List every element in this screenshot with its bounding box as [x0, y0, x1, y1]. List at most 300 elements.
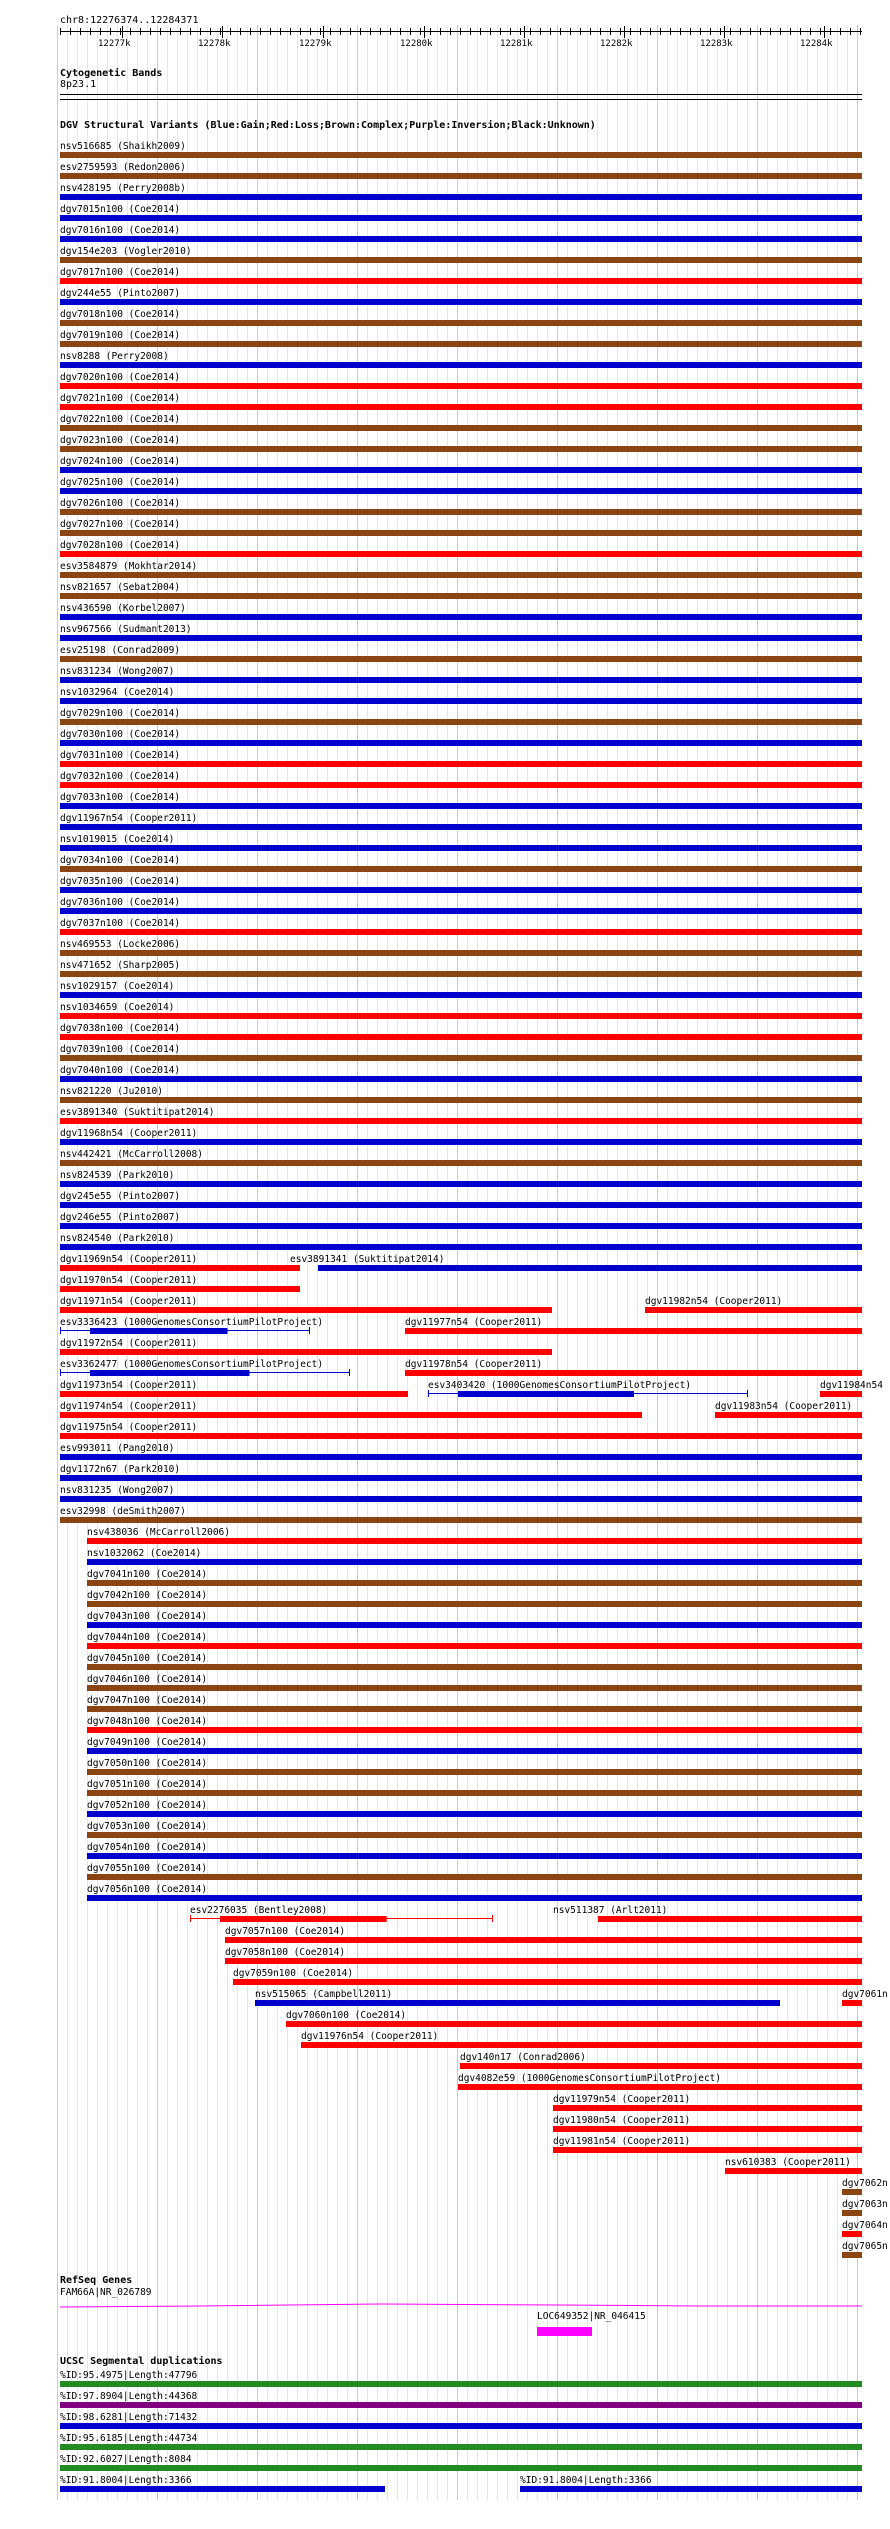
sv-feature[interactable]	[60, 1254, 300, 1271]
sv-feature-label: dgv7016n100 (Coe2014)	[60, 225, 181, 236]
sv-feature[interactable]	[87, 1737, 862, 1754]
sv-feature-label: dgv7022n100 (Coe2014)	[60, 414, 181, 425]
sv-feature-bar	[60, 824, 862, 830]
cytoband-title: Cytogenetic Bands	[60, 68, 163, 79]
sv-feature[interactable]	[725, 2157, 862, 2174]
sv-feature[interactable]	[87, 1716, 862, 1733]
sv-feature[interactable]	[60, 330, 862, 347]
sv-feature[interactable]	[60, 624, 862, 641]
segdup-label: %ID:95.4975|Length:47796	[60, 2370, 198, 2381]
sv-feature-bar	[60, 1349, 552, 1355]
sv-feature[interactable]	[87, 1527, 862, 1544]
sv-feature-bar	[60, 1265, 300, 1271]
sv-feature-bar	[820, 1391, 862, 1397]
sv-feature-label: nsv967566 (Sudmant2013)	[60, 624, 192, 635]
sv-feature-bar	[842, 2210, 862, 2216]
sv-feature-label: dgv11967n54 (Cooper2011)	[60, 813, 198, 824]
sv-feature[interactable]	[60, 393, 862, 410]
sv-feature[interactable]	[60, 204, 862, 221]
sv-feature[interactable]	[87, 1695, 862, 1712]
sv-feature-label: dgv7018n100 (Coe2014)	[60, 309, 181, 320]
sv-feature-label: dgv11981n54 (Cooper2011)	[553, 2136, 691, 2147]
sv-feature-bar	[87, 1685, 862, 1691]
ruler-tick-label: 12282k	[600, 39, 633, 49]
sv-feature[interactable]	[60, 1002, 862, 1019]
sv-feature-label: dgv7052n100 (Coe2014)	[87, 1800, 208, 1811]
sv-feature[interactable]	[87, 1653, 862, 1670]
sv-feature[interactable]	[60, 855, 862, 872]
sv-feature-bar	[318, 1265, 862, 1271]
sv-feature-bar	[87, 1706, 862, 1712]
sv-feature[interactable]	[60, 1506, 862, 1523]
sv-feature-label: dgv7049n100 (Coe2014)	[87, 1737, 208, 1748]
sv-feature-bar	[60, 614, 862, 620]
sv-feature-bar	[90, 1328, 228, 1334]
sv-feature-bar	[60, 698, 862, 704]
sv-feature[interactable]	[842, 1989, 888, 2006]
segdup-bar	[60, 2465, 862, 2471]
sv-feature-label: dgv7048n100 (Coe2014)	[87, 1716, 208, 1727]
sv-feature[interactable]	[60, 1296, 552, 1313]
sv-feature-label: dgv7064n	[842, 2220, 888, 2231]
gene-loc649352[interactable]	[537, 2311, 646, 2336]
sv-feature-bar	[60, 299, 862, 305]
sv-feature-bar	[60, 1475, 862, 1481]
sv-feature[interactable]	[60, 666, 862, 683]
sv-feature[interactable]	[715, 1401, 862, 1418]
sv-feature-bar	[460, 2063, 862, 2069]
segdup-feature[interactable]	[60, 2433, 862, 2450]
sv-feature-label: dgv140n17 (Conrad2006)	[460, 2052, 586, 2063]
sv-feature[interactable]	[60, 897, 862, 914]
sv-feature-bar	[60, 677, 862, 683]
sv-feature-label: dgv7019n100 (Coe2014)	[60, 330, 181, 341]
sv-feature-bar	[60, 1097, 862, 1103]
refseq-track	[60, 2287, 862, 2336]
sv-feature[interactable]	[60, 246, 862, 263]
sv-feature[interactable]	[60, 729, 862, 746]
sv-feature[interactable]	[87, 1632, 862, 1649]
sv-feature-bar	[405, 1328, 862, 1334]
sv-feature-label: dgv7024n100 (Coe2014)	[60, 456, 181, 467]
sv-feature-label: dgv11982n54 (Cooper2011)	[645, 1296, 783, 1307]
sv-feature[interactable]	[60, 1233, 862, 1250]
sv-feature-label: dgv7040n100 (Coe2014)	[60, 1065, 181, 1076]
sv-feature[interactable]	[60, 1338, 552, 1355]
sv-feature-label: dgv7050n100 (Coe2014)	[87, 1758, 208, 1769]
sv-feature-label: dgv11984n54	[820, 1380, 883, 1391]
sv-feature[interactable]	[60, 1128, 862, 1145]
sv-feature-bar	[60, 425, 862, 431]
segdup-bar	[60, 2402, 862, 2408]
sv-feature[interactable]	[87, 1548, 862, 1565]
sv-feature[interactable]	[60, 1149, 862, 1166]
sv-feature-label: nsv469553 (Locke2006)	[60, 939, 181, 950]
sv-feature-bar	[458, 1391, 634, 1397]
sv-feature-label: esv2276035 (Bentley2008)	[190, 1905, 328, 1916]
sv-feature-bar	[60, 1307, 552, 1313]
sv-feature-bar	[60, 1055, 862, 1061]
sv-feature-label: dgv7031n100 (Coe2014)	[60, 750, 181, 761]
sv-feature-label: dgv7028n100 (Coe2014)	[60, 540, 181, 551]
sv-feature-label: dgv11972n54 (Cooper2011)	[60, 1338, 198, 1349]
sv-feature-bar	[87, 1538, 862, 1544]
sv-feature[interactable]	[60, 1464, 862, 1481]
segdup-label: %ID:95.6185|Length:44734	[60, 2433, 198, 2444]
sv-feature-bar	[87, 1622, 862, 1628]
segdup-feature[interactable]	[60, 2475, 385, 2492]
sv-feature-bar	[842, 2000, 862, 2006]
sv-feature-label: dgv244e55 (Pinto2007)	[60, 288, 181, 299]
sv-feature[interactable]	[60, 519, 862, 536]
segdup-feature[interactable]	[60, 2391, 862, 2408]
segdup-bar	[520, 2486, 862, 2492]
sv-feature-bar	[60, 1223, 862, 1229]
sv-feature-bar	[60, 1181, 862, 1187]
sv-feature[interactable]	[60, 1023, 862, 1040]
sv-feature[interactable]	[842, 2199, 888, 2216]
sv-feature-label: dgv7035n100 (Coe2014)	[60, 876, 181, 887]
sv-feature-label: dgv7065n	[842, 2241, 888, 2252]
sv-feature-label: nsv516685 (Shaikh2009)	[60, 141, 186, 152]
sv-feature-label: dgv7041n100 (Coe2014)	[87, 1569, 208, 1580]
sv-feature[interactable]	[290, 1254, 862, 1271]
sv-feature[interactable]	[60, 1422, 862, 1439]
sv-feature[interactable]	[87, 1611, 862, 1628]
sv-feature-label: esv3891341 (Suktitipat2014)	[290, 1254, 445, 1265]
sv-feature-label: dgv7044n100 (Coe2014)	[87, 1632, 208, 1643]
sv-feature[interactable]	[60, 561, 862, 578]
refseq-track-title: RefSeq Genes	[60, 2275, 133, 2286]
sv-feature-bar	[87, 1853, 862, 1859]
segdup-feature[interactable]	[520, 2475, 862, 2492]
sv-feature-bar	[60, 803, 862, 809]
sv-feature-label: dgv7047n100 (Coe2014)	[87, 1695, 208, 1706]
sv-feature-label: dgv4082e59 (1000GenomesConsortiumPilotProject)	[458, 2073, 722, 2084]
sv-feature[interactable]	[225, 1926, 862, 1943]
sv-feature-label: esv3362477 (1000GenomesConsortiumPilotProject)	[60, 1359, 324, 1370]
sv-feature[interactable]	[428, 1380, 748, 1397]
ruler-tick-label: 12277k	[98, 39, 131, 49]
gene-exon	[537, 2327, 592, 2336]
sv-feature-label: dgv7017n100 (Coe2014)	[60, 267, 181, 278]
sv-feature[interactable]	[820, 1380, 883, 1397]
sv-feature[interactable]	[60, 1086, 862, 1103]
sv-feature[interactable]	[60, 183, 862, 200]
sv-feature-label: nsv610383 (Cooper2011)	[725, 2157, 851, 2168]
sv-feature[interactable]	[60, 771, 862, 788]
sv-feature-label: dgv7039n100 (Coe2014)	[60, 1044, 181, 1055]
sv-feature-bar	[60, 404, 862, 410]
sv-feature-label: esv32998 (deSmith2007)	[60, 1506, 186, 1517]
sv-feature-bar	[60, 530, 862, 536]
sv-feature-bar	[60, 950, 862, 956]
sv-feature-bar	[60, 929, 862, 935]
sv-feature-bar	[842, 2252, 862, 2258]
ruler-tick-label: 12283k	[700, 39, 733, 49]
sv-feature-bar	[87, 1874, 862, 1880]
sv-feature[interactable]	[60, 708, 862, 725]
sv-feature-label: dgv7033n100 (Coe2014)	[60, 792, 181, 803]
sv-feature-bar	[60, 194, 862, 200]
sv-feature-label: dgv7042n100 (Coe2014)	[87, 1590, 208, 1601]
sv-feature[interactable]	[60, 834, 862, 851]
segdup-feature[interactable]	[60, 2454, 862, 2471]
sv-feature[interactable]	[842, 2220, 888, 2237]
sv-feature-label: dgv7043n100 (Coe2014)	[87, 1611, 208, 1622]
sv-feature[interactable]	[458, 2073, 862, 2090]
sv-feature[interactable]	[87, 1884, 862, 1901]
sv-feature[interactable]	[60, 960, 862, 977]
sv-feature[interactable]	[60, 1359, 350, 1376]
sv-feature-bar	[60, 278, 862, 284]
sv-feature-label: dgv7057n100 (Coe2014)	[225, 1926, 346, 1937]
sv-feature-bar	[60, 1118, 862, 1124]
sv-feature[interactable]	[60, 687, 862, 704]
sv-feature-bar	[60, 509, 862, 515]
sv-feature[interactable]	[87, 1758, 862, 1775]
sv-feature-label: dgv7056n100 (Coe2014)	[87, 1884, 208, 1895]
sv-feature-label: dgv11969n54 (Cooper2011)	[60, 1254, 198, 1265]
sv-feature-label: nsv831235 (Wong2007)	[60, 1485, 175, 1496]
sv-feature[interactable]	[60, 309, 862, 326]
sv-feature-bar	[87, 1727, 862, 1733]
sv-feature-bar	[60, 1244, 862, 1250]
segdup-feature[interactable]	[60, 2412, 862, 2429]
segdup-track	[60, 2370, 862, 2492]
sv-feature-label: dgv11976n54 (Cooper2011)	[301, 2031, 439, 2042]
sv-feature[interactable]	[60, 456, 862, 473]
segdup-track-title: UCSC Segmental duplications	[60, 2356, 223, 2367]
sv-feature[interactable]	[60, 162, 862, 179]
sv-feature[interactable]	[60, 582, 862, 599]
ruler-tick-label: 12281k	[500, 39, 533, 49]
dgv-track-title: DGV Structural Variants (Blue:Gain;Red:Loss;Brown:Complex;Purple:Inversion;Black:Unknown)	[60, 120, 596, 131]
sv-feature-bar	[225, 1937, 862, 1943]
ruler-tick-label: 12284k	[800, 39, 833, 49]
sv-feature[interactable]	[60, 1212, 862, 1229]
sv-feature-bar	[60, 572, 862, 578]
sv-feature[interactable]	[60, 372, 862, 389]
sv-feature-bar	[220, 1916, 387, 1922]
sv-feature[interactable]	[60, 1191, 862, 1208]
sv-feature[interactable]	[87, 1779, 862, 1796]
sv-feature-label: dgv1172n67 (Park2010)	[60, 1464, 181, 1475]
position-label: chr8:12276374..12284371	[60, 15, 199, 26]
sv-feature[interactable]	[60, 918, 862, 935]
segdup-label: %ID:91.8004|Length:3366	[520, 2475, 652, 2486]
sv-feature-label: dgv11970n54 (Cooper2011)	[60, 1275, 198, 1286]
segdup-label: %ID:91.8004|Length:3366	[60, 2475, 192, 2486]
sv-feature[interactable]	[60, 792, 862, 809]
sv-feature-bar	[87, 1832, 862, 1838]
sv-feature-label: nsv515065 (Campbell2011)	[255, 1989, 393, 2000]
sv-feature-label: dgv7029n100 (Coe2014)	[60, 708, 181, 719]
sv-feature-label: nsv1032062 (Coe2014)	[87, 1548, 202, 1559]
ruler-tick-label: 12280k	[400, 39, 433, 49]
sv-feature[interactable]	[87, 1590, 862, 1607]
sv-feature[interactable]	[87, 1674, 862, 1691]
sv-feature-bar	[225, 1958, 862, 1964]
sv-feature-label: dgv7020n100 (Coe2014)	[60, 372, 181, 383]
sv-feature[interactable]	[60, 1443, 862, 1460]
sv-feature[interactable]	[60, 435, 862, 452]
sv-feature-bar	[60, 1160, 862, 1166]
sv-feature[interactable]	[842, 2241, 888, 2258]
sv-feature-label: nsv821220 (Ju2010)	[60, 1086, 163, 1097]
sv-feature-label: dgv246e55 (Pinto2007)	[60, 1212, 181, 1223]
sv-feature-bar	[60, 173, 862, 179]
sv-feature[interactable]	[60, 414, 862, 431]
segdup-label: %ID:97.8904|Length:44368	[60, 2391, 198, 2402]
ruler-tick-label: 12279k	[299, 39, 332, 49]
sv-feature-bar	[60, 488, 862, 494]
gene-label: FAM66A|NR_026789	[60, 2287, 152, 2298]
sv-feature-bar	[60, 887, 862, 893]
sv-feature-label: dgv11980n54 (Cooper2011)	[553, 2115, 691, 2126]
sv-feature-label: dgv7054n100 (Coe2014)	[87, 1842, 208, 1853]
sv-feature-label: nsv8288 (Perry2008)	[60, 351, 169, 362]
sv-feature-label: dgv7036n100 (Coe2014)	[60, 897, 181, 908]
sv-feature-bar	[60, 1433, 862, 1439]
sv-feature-label: dgv7058n100 (Coe2014)	[225, 1947, 346, 1958]
sv-feature-bar	[60, 845, 862, 851]
sv-feature-bar	[60, 971, 862, 977]
sv-feature-bar	[255, 2000, 780, 2006]
sv-feature[interactable]	[60, 1044, 862, 1061]
sv-feature-label: esv2759593 (Redon2006)	[60, 162, 186, 173]
sv-feature-bar	[60, 1139, 862, 1145]
sv-feature[interactable]	[60, 351, 862, 368]
sv-feature-bar	[301, 2042, 862, 2048]
sv-feature[interactable]	[60, 939, 862, 956]
sv-feature-label: esv3891340 (Suktitipat2014)	[60, 1107, 215, 1118]
sv-feature-bar	[60, 1286, 300, 1292]
sv-feature-bar	[60, 782, 862, 788]
sv-feature[interactable]	[60, 603, 862, 620]
sv-feature[interactable]	[87, 1800, 862, 1817]
sv-feature-label: dgv154e203 (Vogler2010)	[60, 246, 192, 257]
sv-feature[interactable]	[60, 1317, 323, 1334]
sv-feature[interactable]	[60, 1170, 862, 1187]
segdup-label: %ID:98.6281|Length:71432	[60, 2412, 198, 2423]
sv-feature[interactable]	[87, 1821, 862, 1838]
sv-feature-label: dgv7060n100 (Coe2014)	[286, 2010, 407, 2021]
sv-feature[interactable]	[286, 2010, 862, 2027]
sv-feature-label: dgv11973n54 (Cooper2011)	[60, 1380, 198, 1391]
sv-feature[interactable]	[60, 876, 862, 893]
sv-feature-bar	[60, 362, 862, 368]
sv-feature[interactable]	[60, 1380, 408, 1397]
sv-feature-bar	[60, 719, 862, 725]
sv-feature-bar	[60, 761, 862, 767]
sv-feature[interactable]	[87, 1842, 862, 1859]
sv-feature[interactable]	[60, 540, 862, 557]
sv-feature-bar	[60, 1034, 862, 1040]
sv-feature-bar	[60, 1013, 862, 1019]
sv-feature-bar	[60, 866, 862, 872]
sv-feature-bar	[60, 257, 862, 263]
sv-feature-bar	[60, 992, 862, 998]
sv-feature-bar	[60, 1076, 862, 1082]
sv-feature-label: dgv11979n54 (Cooper2011)	[553, 2094, 691, 2105]
sv-feature[interactable]	[60, 225, 862, 242]
sv-feature-bar	[725, 2168, 862, 2174]
segdup-bar	[60, 2423, 862, 2429]
sv-feature-label: dgv7053n100 (Coe2014)	[87, 1821, 208, 1832]
sv-feature-bar	[60, 341, 862, 347]
sv-feature-label: esv3336423 (1000GenomesConsortiumPilotProject)	[60, 1317, 324, 1328]
sv-feature-label: dgv7062n	[842, 2178, 888, 2189]
sv-feature-bar	[60, 1496, 862, 1502]
sv-feature-bar	[645, 1307, 862, 1313]
segdup-feature[interactable]	[60, 2370, 862, 2387]
sv-feature-label: dgv11975n54 (Cooper2011)	[60, 1422, 198, 1433]
sv-feature-bar	[60, 236, 862, 242]
sv-feature[interactable]	[87, 1569, 862, 1586]
sv-feature-bar	[90, 1370, 250, 1376]
sv-feature-label: dgv7027n100 (Coe2014)	[60, 519, 181, 530]
sv-feature-bar	[405, 1370, 862, 1376]
sv-feature[interactable]	[60, 141, 862, 158]
sv-feature-label: esv3403420 (1000GenomesConsortiumPilotProject)	[428, 1380, 692, 1391]
sv-feature[interactable]	[225, 1947, 862, 1964]
sv-feature[interactable]	[60, 1401, 642, 1418]
sv-feature[interactable]	[60, 1065, 862, 1082]
sv-feature-label: dgv11974n54 (Cooper2011)	[60, 1401, 198, 1412]
sv-feature[interactable]	[60, 498, 862, 515]
sv-feature[interactable]	[60, 981, 862, 998]
ruler	[60, 26, 862, 49]
sv-feature-label: dgv11983n54 (Cooper2011)	[715, 1401, 853, 1412]
sv-feature-bar	[87, 1811, 862, 1817]
sv-feature-label: dgv7046n100 (Coe2014)	[87, 1674, 208, 1685]
sv-feature[interactable]	[60, 750, 862, 767]
sv-feature[interactable]	[405, 1317, 862, 1334]
sv-feature[interactable]	[87, 1863, 862, 1880]
sv-feature-bar	[233, 1979, 862, 1985]
sv-feature-label: nsv824540 (Park2010)	[60, 1233, 175, 1244]
sv-feature[interactable]	[60, 645, 862, 662]
sv-feature[interactable]	[460, 2052, 862, 2069]
sv-feature[interactable]	[645, 1296, 862, 1313]
sv-feature[interactable]	[60, 477, 862, 494]
sv-feature-bar	[87, 1601, 862, 1607]
sv-feature[interactable]	[60, 267, 862, 284]
cytoband-label: 8p23.1	[60, 79, 97, 90]
sv-feature[interactable]	[60, 813, 862, 830]
gene-fam66a[interactable]	[60, 2287, 862, 2307]
sv-feature[interactable]	[60, 1275, 300, 1292]
sv-feature-label: nsv1029157 (Coe2014)	[60, 981, 175, 992]
sv-feature-label: dgv7051n100 (Coe2014)	[87, 1779, 208, 1790]
sv-feature-bar	[87, 1580, 862, 1586]
sv-feature[interactable]	[842, 2178, 888, 2195]
sv-feature-label: dgv245e55 (Pinto2007)	[60, 1191, 181, 1202]
sv-feature-label: nsv1019015 (Coe2014)	[60, 834, 175, 845]
sv-feature-label: dgv7061n	[842, 1989, 888, 2000]
gene-label: LOC649352|NR_046415	[537, 2311, 646, 2322]
sv-feature-label: dgv11971n54 (Cooper2011)	[60, 1296, 198, 1307]
sv-feature-bar	[87, 1664, 862, 1670]
sv-feature-bar	[87, 1643, 862, 1649]
sv-feature-bar	[60, 467, 862, 473]
sv-feature[interactable]	[60, 1485, 862, 1502]
sv-feature[interactable]	[60, 288, 862, 305]
sv-feature[interactable]	[405, 1359, 862, 1376]
sv-feature-label: nsv471652 (Sharp2005)	[60, 960, 181, 971]
sv-feature[interactable]	[60, 1107, 862, 1124]
